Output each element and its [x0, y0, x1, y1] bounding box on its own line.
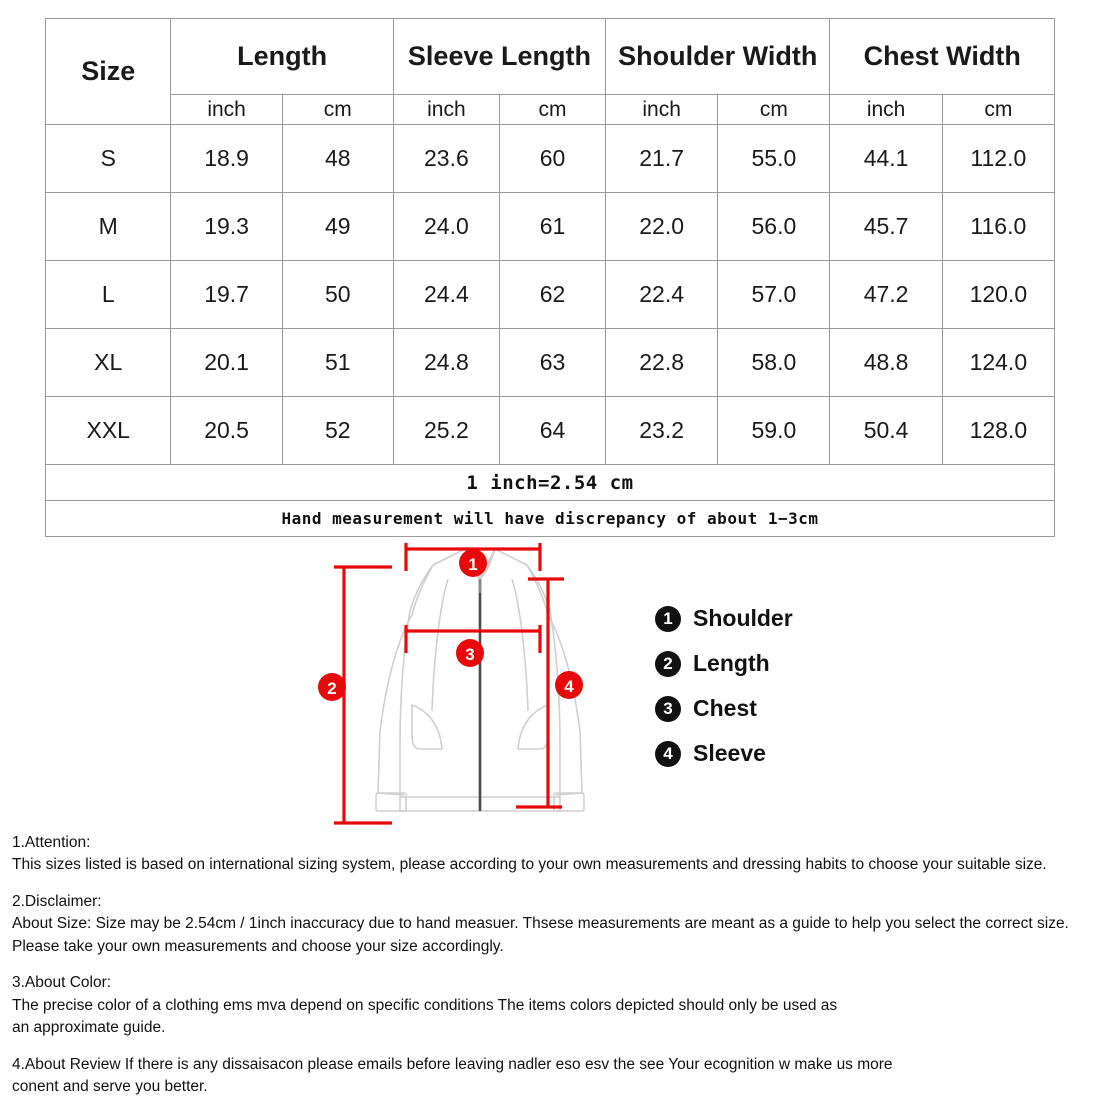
table-row	[46, 397, 1055, 465]
unit-chest-inch: inch	[830, 95, 942, 125]
cell-value: 120.0	[942, 261, 1054, 329]
note-line: The precise color of a clothing ems mva depend on specific conditions The items colors depicted should only be used as	[12, 996, 838, 1014]
cell-value: 50	[282, 261, 393, 329]
cell-value: 116.0	[942, 193, 1054, 261]
table-row	[46, 261, 1055, 329]
unit-sleeve-inch: inch	[393, 95, 499, 125]
cell-value: 22.4	[606, 261, 718, 329]
unit-length-inch: inch	[171, 95, 282, 125]
marker-4	[555, 671, 583, 699]
cell-value: 20.1	[171, 329, 282, 397]
cell-value: 22.8	[606, 329, 718, 397]
marker-1	[459, 549, 487, 577]
cell-value: 48.8	[830, 329, 942, 397]
note-disclaimer	[12, 891, 1092, 958]
note-about-color	[12, 972, 1092, 1039]
note-line: This sizes listed is based on international sizing system, please according to your own measurements and dressing habits to choose your suitable size.	[12, 856, 1047, 874]
cell-value: 59.0	[718, 397, 830, 465]
cell-size: XXL	[46, 397, 171, 465]
header-chest-width: Chest Width	[830, 19, 1055, 95]
note-attention	[12, 832, 1092, 877]
note-line: 4.About Review If there is any dissaisacon please emails before leaving nadler eso esv the see Your ecognition w make us more	[12, 1055, 893, 1073]
note-heading: 2.Disclaimer:	[12, 892, 102, 910]
cell-value: 23.6	[393, 125, 499, 193]
cell-value: 51	[282, 329, 393, 397]
legend-label: Shoulder	[693, 605, 793, 631]
cell-value: 25.2	[393, 397, 499, 465]
svg-text:1: 1	[468, 555, 478, 574]
cell-value: 44.1	[830, 125, 942, 193]
cell-value: 45.7	[830, 193, 942, 261]
cell-value: 49	[282, 193, 393, 261]
table-header-units	[46, 95, 1055, 125]
diagram-legend	[655, 605, 915, 785]
note-line: conent and serve you better.	[12, 1078, 208, 1096]
conversion-note: 1 inch=2.54 cm	[46, 465, 1055, 501]
cell-value: 22.0	[606, 193, 718, 261]
cell-value: 61	[499, 193, 605, 261]
cell-value: 128.0	[942, 397, 1054, 465]
cell-value: 24.0	[393, 193, 499, 261]
cell-value: 52	[282, 397, 393, 465]
legend-item-sleeve	[655, 740, 915, 767]
table-note-conversion	[46, 465, 1055, 501]
cell-value: 23.2	[606, 397, 718, 465]
cell-value: 57.0	[718, 261, 830, 329]
cell-value: 48	[282, 125, 393, 193]
svg-text:4: 4	[564, 677, 574, 696]
note-about-review	[12, 1054, 1092, 1099]
header-length: Length	[171, 19, 393, 95]
discrepancy-note: Hand measurement will have discrepancy of about 1−3cm	[46, 501, 1055, 537]
cell-value: 56.0	[718, 193, 830, 261]
cell-value: 21.7	[606, 125, 718, 193]
cell-value: 55.0	[718, 125, 830, 193]
legend-number-icon: 2	[655, 651, 681, 677]
legend-label: Chest	[693, 695, 757, 721]
cell-value: 58.0	[718, 329, 830, 397]
legend-label: Sleeve	[693, 740, 766, 766]
cell-value: 60	[499, 125, 605, 193]
note-line: Please take your own measurements and choose your size accordingly.	[12, 937, 504, 955]
cell-size: L	[46, 261, 171, 329]
cell-value: 62	[499, 261, 605, 329]
legend-label: Length	[693, 650, 770, 676]
note-heading: 3.About Color:	[12, 974, 112, 992]
table-row	[46, 329, 1055, 397]
cell-value: 24.4	[393, 261, 499, 329]
legend-item-chest	[655, 695, 915, 722]
unit-shoulder-inch: inch	[606, 95, 718, 125]
marker-3	[456, 639, 484, 667]
cell-size: S	[46, 125, 171, 193]
cell-value: 47.2	[830, 261, 942, 329]
note-line: an approximate guide.	[12, 1019, 166, 1037]
table-row	[46, 125, 1055, 193]
header-shoulder-width: Shoulder Width	[606, 19, 830, 95]
unit-sleeve-cm: cm	[499, 95, 605, 125]
table-row	[46, 193, 1055, 261]
marker-2	[318, 673, 346, 701]
hoodie-diagram-svg	[300, 535, 660, 835]
cell-value: 112.0	[942, 125, 1054, 193]
note-heading: 1.Attention:	[12, 834, 91, 851]
unit-length-cm: cm	[282, 95, 393, 125]
table-header-main	[46, 19, 1055, 95]
svg-text:3: 3	[465, 645, 475, 664]
cell-value: 19.7	[171, 261, 282, 329]
cell-value: 24.8	[393, 329, 499, 397]
legend-item-shoulder	[655, 605, 915, 632]
cell-value: 18.9	[171, 125, 282, 193]
cell-size: M	[46, 193, 171, 261]
cell-value: 20.5	[171, 397, 282, 465]
svg-text:2: 2	[327, 679, 337, 698]
cell-value: 50.4	[830, 397, 942, 465]
cell-size: XL	[46, 329, 171, 397]
legend-item-length	[655, 650, 915, 677]
measurement-diagram	[300, 535, 660, 835]
legend-number-icon: 4	[655, 741, 681, 767]
cell-value: 124.0	[942, 329, 1054, 397]
unit-shoulder-cm: cm	[718, 95, 830, 125]
notes-section	[12, 832, 1092, 1100]
legend-number-icon: 1	[655, 606, 681, 632]
note-line: About Size: Size may be 2.54cm / 1inch inaccuracy due to hand measuer. Thsese measurements are meant as a guide to help you select the correct size.	[12, 915, 1069, 933]
size-table	[45, 18, 1055, 537]
header-size: Size	[46, 19, 171, 125]
cell-value: 64	[499, 397, 605, 465]
cell-value: 63	[499, 329, 605, 397]
header-sleeve-length: Sleeve Length	[393, 19, 605, 95]
cell-value: 19.3	[171, 193, 282, 261]
unit-chest-cm: cm	[942, 95, 1054, 125]
table-note-discrepancy	[46, 501, 1055, 537]
legend-number-icon: 3	[655, 696, 681, 722]
measure-lines	[334, 543, 564, 823]
size-table-container	[45, 18, 1055, 537]
